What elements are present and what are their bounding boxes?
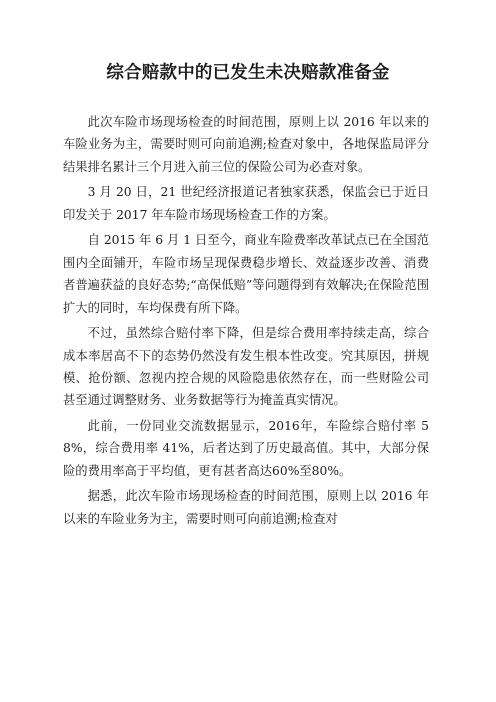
paragraph-5: 此前，一份同业交流数据显示，2016年，车险综合赔付率 58%，综合费用率 41%，后者达到了历史最高值。其中，大部分保险的费用率高于平均值，更有甚者高达60%至80%。 bbox=[63, 418, 429, 478]
paragraph-6: 据悉，此次车险市场现场检查的时间范围，原则上以 2016 年以来的车险业务为主，需要时则可向前追溯;检查对 bbox=[63, 489, 429, 526]
paragraph-1: 此次车险市场现场检查的时间范围，原则上以 2016 年以来的车险业务为主，需要时则可向前追溯;检查对象中，各地保监局评分结果排名累计三个月进入前三位的保险公司为必查对象。 bbox=[63, 115, 429, 174]
paragraph-3: 自 2015 年 6 月 1 日至今，商业车险费率改革试点已在全国范围内全面铺开，车险市场呈现保费稳步增长、效益逐步改善、消费者普遍获益的良好态势;“高保低赔”等问题得到有效解决;在保险范围扩大的同时，车均保费有所下降。 bbox=[63, 233, 429, 315]
document-title: 综合赔款中的已发生未决赔款准备金 bbox=[106, 63, 390, 83]
document-body bbox=[63, 111, 429, 533]
paragraph-4: 不过，虽然综合赔付率下降，但是综合费用率持续走高，综合成本率居高不下的态势仍然没有发生根本性改变。究其原因，拼规模、抢份额、忽视内控合规的风险隐患依然存在，而一些财险公司甚至通过调整财务、业务数据等行为掩盖真实情况。 bbox=[63, 326, 429, 408]
paragraph-2: 3 月 20 日，21 世纪经济报道记者独家获悉，保监会已于近日印发关于 2017 年车险市场现场检查工作的方案。 bbox=[63, 185, 429, 222]
